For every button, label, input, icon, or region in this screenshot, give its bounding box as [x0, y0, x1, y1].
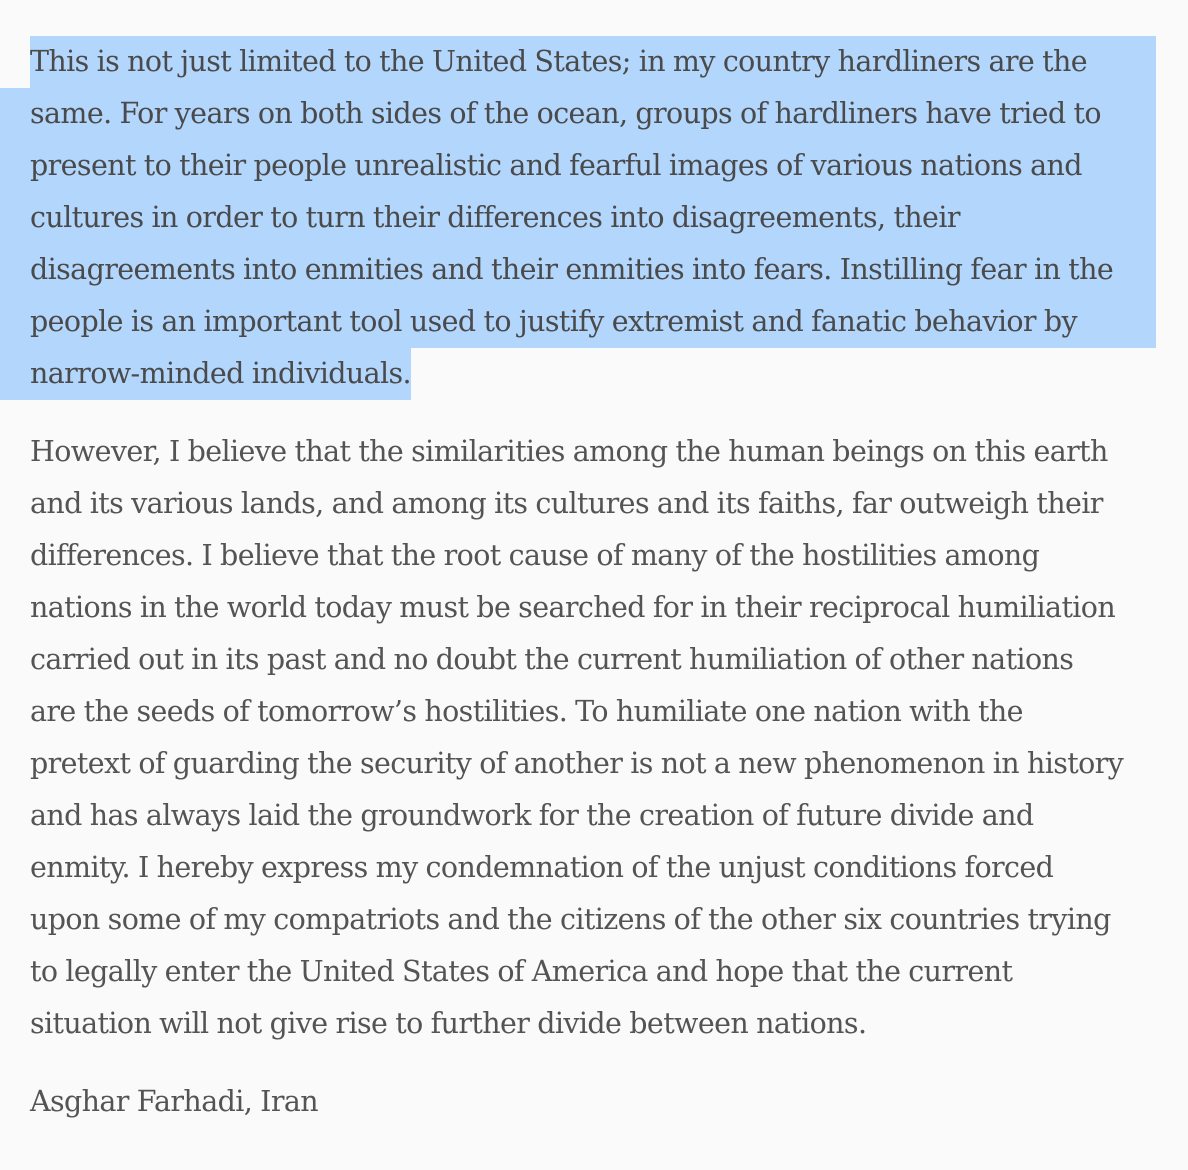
- text-line: and has always laid the groundwork for the creation of future divide and: [30, 799, 1034, 832]
- paragraph-selected[interactable]: [30, 36, 1170, 400]
- selected-text-line[interactable]: cultures in order to turn their differences into disagreements, their: [0, 192, 1156, 244]
- text-line: pretext of guarding the security of another is not a new phenomenon in history: [30, 747, 1124, 780]
- selected-text-line[interactable]: narrow-minded individuals.: [0, 348, 411, 400]
- text-line: enmity. I hereby express my condemnation of the unjust conditions forced: [30, 851, 1054, 884]
- text-line: upon some of my compatriots and the citizens of the other six countries trying: [30, 903, 1111, 936]
- text-line: However, I believe that the similarities among the human beings on this earth: [30, 435, 1108, 468]
- text-line: are the seeds of tomorrow’s hostilities. To humiliate one nation with the: [30, 695, 1023, 728]
- article-body: [30, 36, 1170, 1128]
- signature: [30, 1076, 1170, 1128]
- text-line: nations in the world today must be searched for in their reciprocal humiliation: [30, 591, 1116, 624]
- text-line: and its various lands, and among its cultures and its faiths, far outweigh their: [30, 487, 1103, 520]
- selected-text-line[interactable]: people is an important tool used to justify extremist and fanatic behavior by: [0, 296, 1156, 348]
- selected-text-line[interactable]: same. For years on both sides of the ocean, groups of hardliners have tried to: [0, 88, 1156, 140]
- signature-text: Asghar Farhadi, Iran: [30, 1085, 318, 1118]
- paragraph-body: [30, 426, 1170, 1050]
- text-line: differences. I believe that the root cause of many of the hostilities among: [30, 539, 1040, 572]
- selected-text-line[interactable]: This is not just limited to the United States; in my country hardliners are the: [30, 36, 1156, 88]
- selected-text-line[interactable]: disagreements into enmities and their enmities into fears. Instilling fear in the: [0, 244, 1156, 296]
- text-line: situation will not give rise to further divide between nations.: [30, 1007, 867, 1040]
- selected-text-line[interactable]: present to their people unrealistic and fearful images of various nations and: [0, 140, 1156, 192]
- text-line: carried out in its past and no doubt the current humiliation of other nations: [30, 643, 1074, 676]
- text-line: to legally enter the United States of America and hope that the current: [30, 955, 1013, 988]
